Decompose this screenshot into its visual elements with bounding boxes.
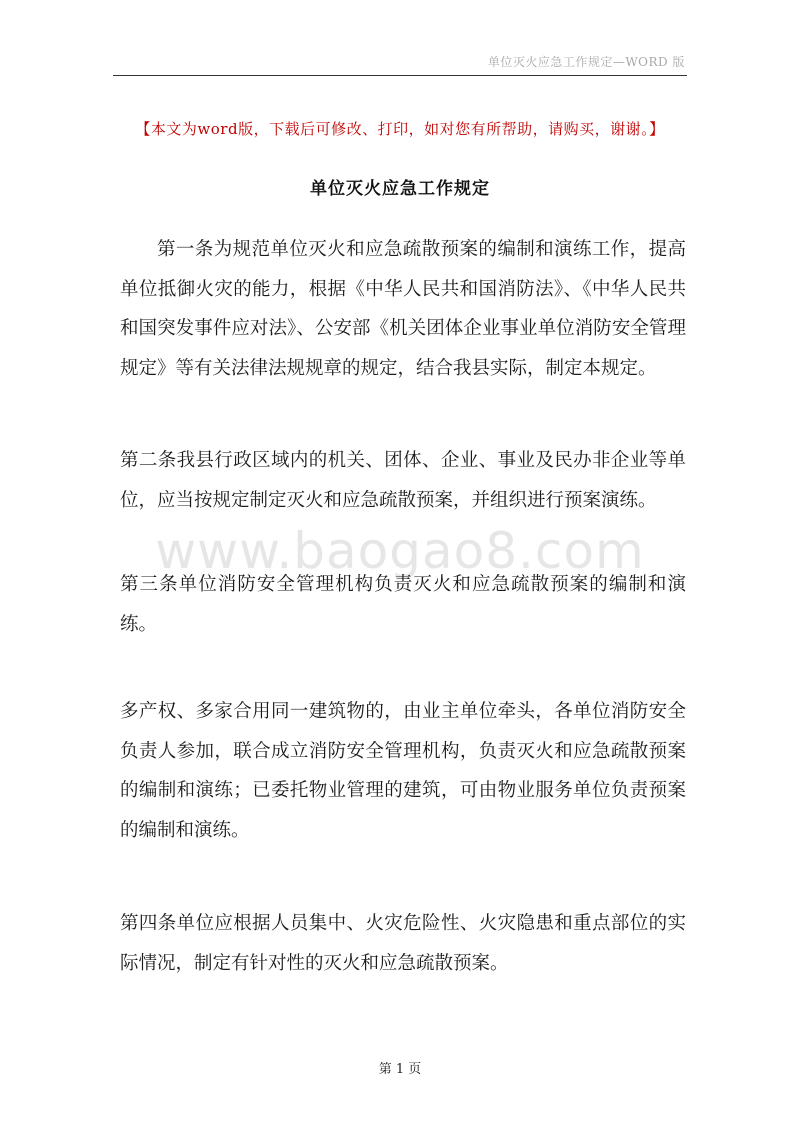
header-divider — [113, 75, 687, 76]
running-header: 单位灭火应急工作规定—WORD 版 — [487, 55, 685, 69]
watermark-text: www.baogao8.com — [155, 522, 645, 580]
document-title: 单位灭火应急工作规定 — [310, 179, 490, 199]
paragraph-multi-ownership: 多产权、多家合用同一建筑物的，由业主单位牵头，各单位消防安全负责人参加，联合成立消防安全管理机构，负责灭火和应急疏散预案的编制和演练；已委托物业管理的建筑，可由物业服务单位负责预案的编制和演练。 — [120, 701, 686, 842]
page-number: 第 1 页 — [378, 1062, 422, 1077]
paragraph-article-2: 第二条我县行政区域内的机关、团体、企业、事业及民办非企业等单位，应当按规定制定灭火和应急疏散预案，并组织进行预案演练。 — [120, 450, 686, 511]
purchase-notice: 【本文为word版，下载后可修改、打印，如对您有所帮助，请购买，谢谢。】 — [135, 120, 665, 138]
paragraph-article-3: 第三条单位消防安全管理机构负责灭火和应急疏散预案的编制和演练。 — [120, 574, 686, 635]
paragraph-article-4: 第四条单位应根据人员集中、火灾危险性、火灾隐患和重点部位的实际情况，制定有针对性的灭火和应急疏散预案。 — [120, 913, 686, 974]
paragraph-article-1: 第一条为规范单位灭火和应急疏散预案的编制和演练工作，提高单位抵御火灾的能力，根据《中华人民共和国消防法》、《中华人民共和国突发事件应对法》、公安部《机关团体企业事业单位消防安全管理规定》等有关法律法规规章的规定，结合我县实际，制定本规定。 — [120, 239, 686, 380]
